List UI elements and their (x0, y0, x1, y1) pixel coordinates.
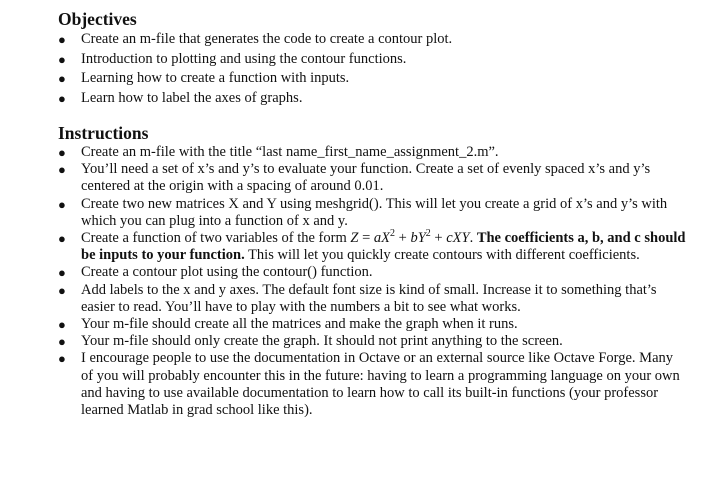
equation-term: aX (373, 230, 390, 247)
equation-exponent: 2 (390, 228, 395, 240)
bullet-icon: ● (58, 145, 66, 160)
list-item (58, 69, 687, 89)
objective-text: Learn how to label the axes of graphs. (81, 89, 303, 106)
bullet-icon: ● (58, 71, 66, 86)
instruction-text: Your m-file should create all the matrices and make the graph when it runs. (81, 316, 518, 333)
list-item (58, 30, 687, 50)
bullet-icon: ● (58, 317, 66, 333)
list-item (58, 161, 687, 195)
list-item (58, 144, 687, 161)
instruction-text-part: Create a function of two variables of the form (81, 230, 351, 247)
bullet-icon: ● (58, 32, 66, 47)
equation-exponent: 2 (425, 228, 431, 240)
instruction-text (81, 230, 685, 263)
list-item (58, 196, 687, 230)
list-item (58, 264, 687, 281)
equation-term: cXY (446, 230, 470, 247)
objectives-heading: Objectives (58, 9, 137, 29)
list-item (58, 350, 687, 419)
objective-text: Create an m-file that generates the code to create a contour plot. (81, 31, 453, 47)
bullet-icon: ● (58, 162, 66, 178)
list-item (58, 282, 687, 316)
instruction-text: Your m-file should only create the graph. It should not print anything to the screen. (81, 333, 563, 350)
bullet-icon: ● (58, 196, 66, 212)
equation (350, 230, 469, 246)
instruction-text-part: This will let you quickly create contours with different coefficients. (244, 247, 640, 264)
instruction-text-part: . (469, 230, 477, 247)
instruction-text: I encourage people to use the documentation in Octave or an external source like Octave Forge. Many of you will probably encounter this in the future: having to learn a programming language on your own and having to use available documentation to learn how to call its built-in functions (your professor learned Matlab in grad school like this). (81, 350, 680, 419)
list-item (58, 50, 687, 70)
instruction-text: Create an m-file with the title “last name_first_name_assignment_2.m”. (81, 144, 499, 160)
bullet-icon: ● (58, 351, 66, 367)
instructions-heading: Instructions (58, 123, 149, 143)
bullet-icon: ● (58, 231, 66, 247)
equation-term: Z (350, 230, 359, 247)
list-item (58, 333, 687, 350)
equation-operator: + (430, 230, 447, 247)
bullet-icon: ● (58, 334, 66, 350)
instruction-emphasis: The coefficients a, b, and c should be inputs to your function. (81, 230, 686, 264)
instruction-text: Add labels to the x and y axes. The default font size is kind of small. Increase it to something that’s easier to read. You’ll have to play with the numbers a bit to see what works. (81, 281, 657, 315)
objectives-list (58, 30, 687, 108)
instruction-text: Create a contour plot using the contour() function. (81, 264, 373, 281)
bullet-icon: ● (58, 265, 66, 281)
instructions-list (58, 144, 687, 419)
equation-operator: + (395, 230, 411, 247)
instruction-text: Create two new matrices X and Y using meshgrid(). This will let you create a grid of x’s and y’s with which you can plug into a function of x and y. (81, 195, 668, 229)
list-item (58, 89, 687, 109)
instruction-text: You’ll need a set of x’s and y’s to evaluate your function. Create a set of evenly spaced x’s and y’s centered at the origin with a spacing of around 0.01. (81, 161, 651, 195)
bullet-icon: ● (58, 90, 66, 106)
list-item (58, 316, 687, 333)
bullet-icon: ● (58, 51, 66, 67)
objective-text: Introduction to plotting and using the contour functions. (81, 50, 407, 67)
equation-term: bY (410, 230, 426, 247)
equation-operator: = (358, 230, 374, 247)
list-item (58, 230, 687, 264)
objective-text: Learning how to create a function with inputs. (81, 70, 350, 86)
bullet-icon: ● (58, 282, 66, 298)
